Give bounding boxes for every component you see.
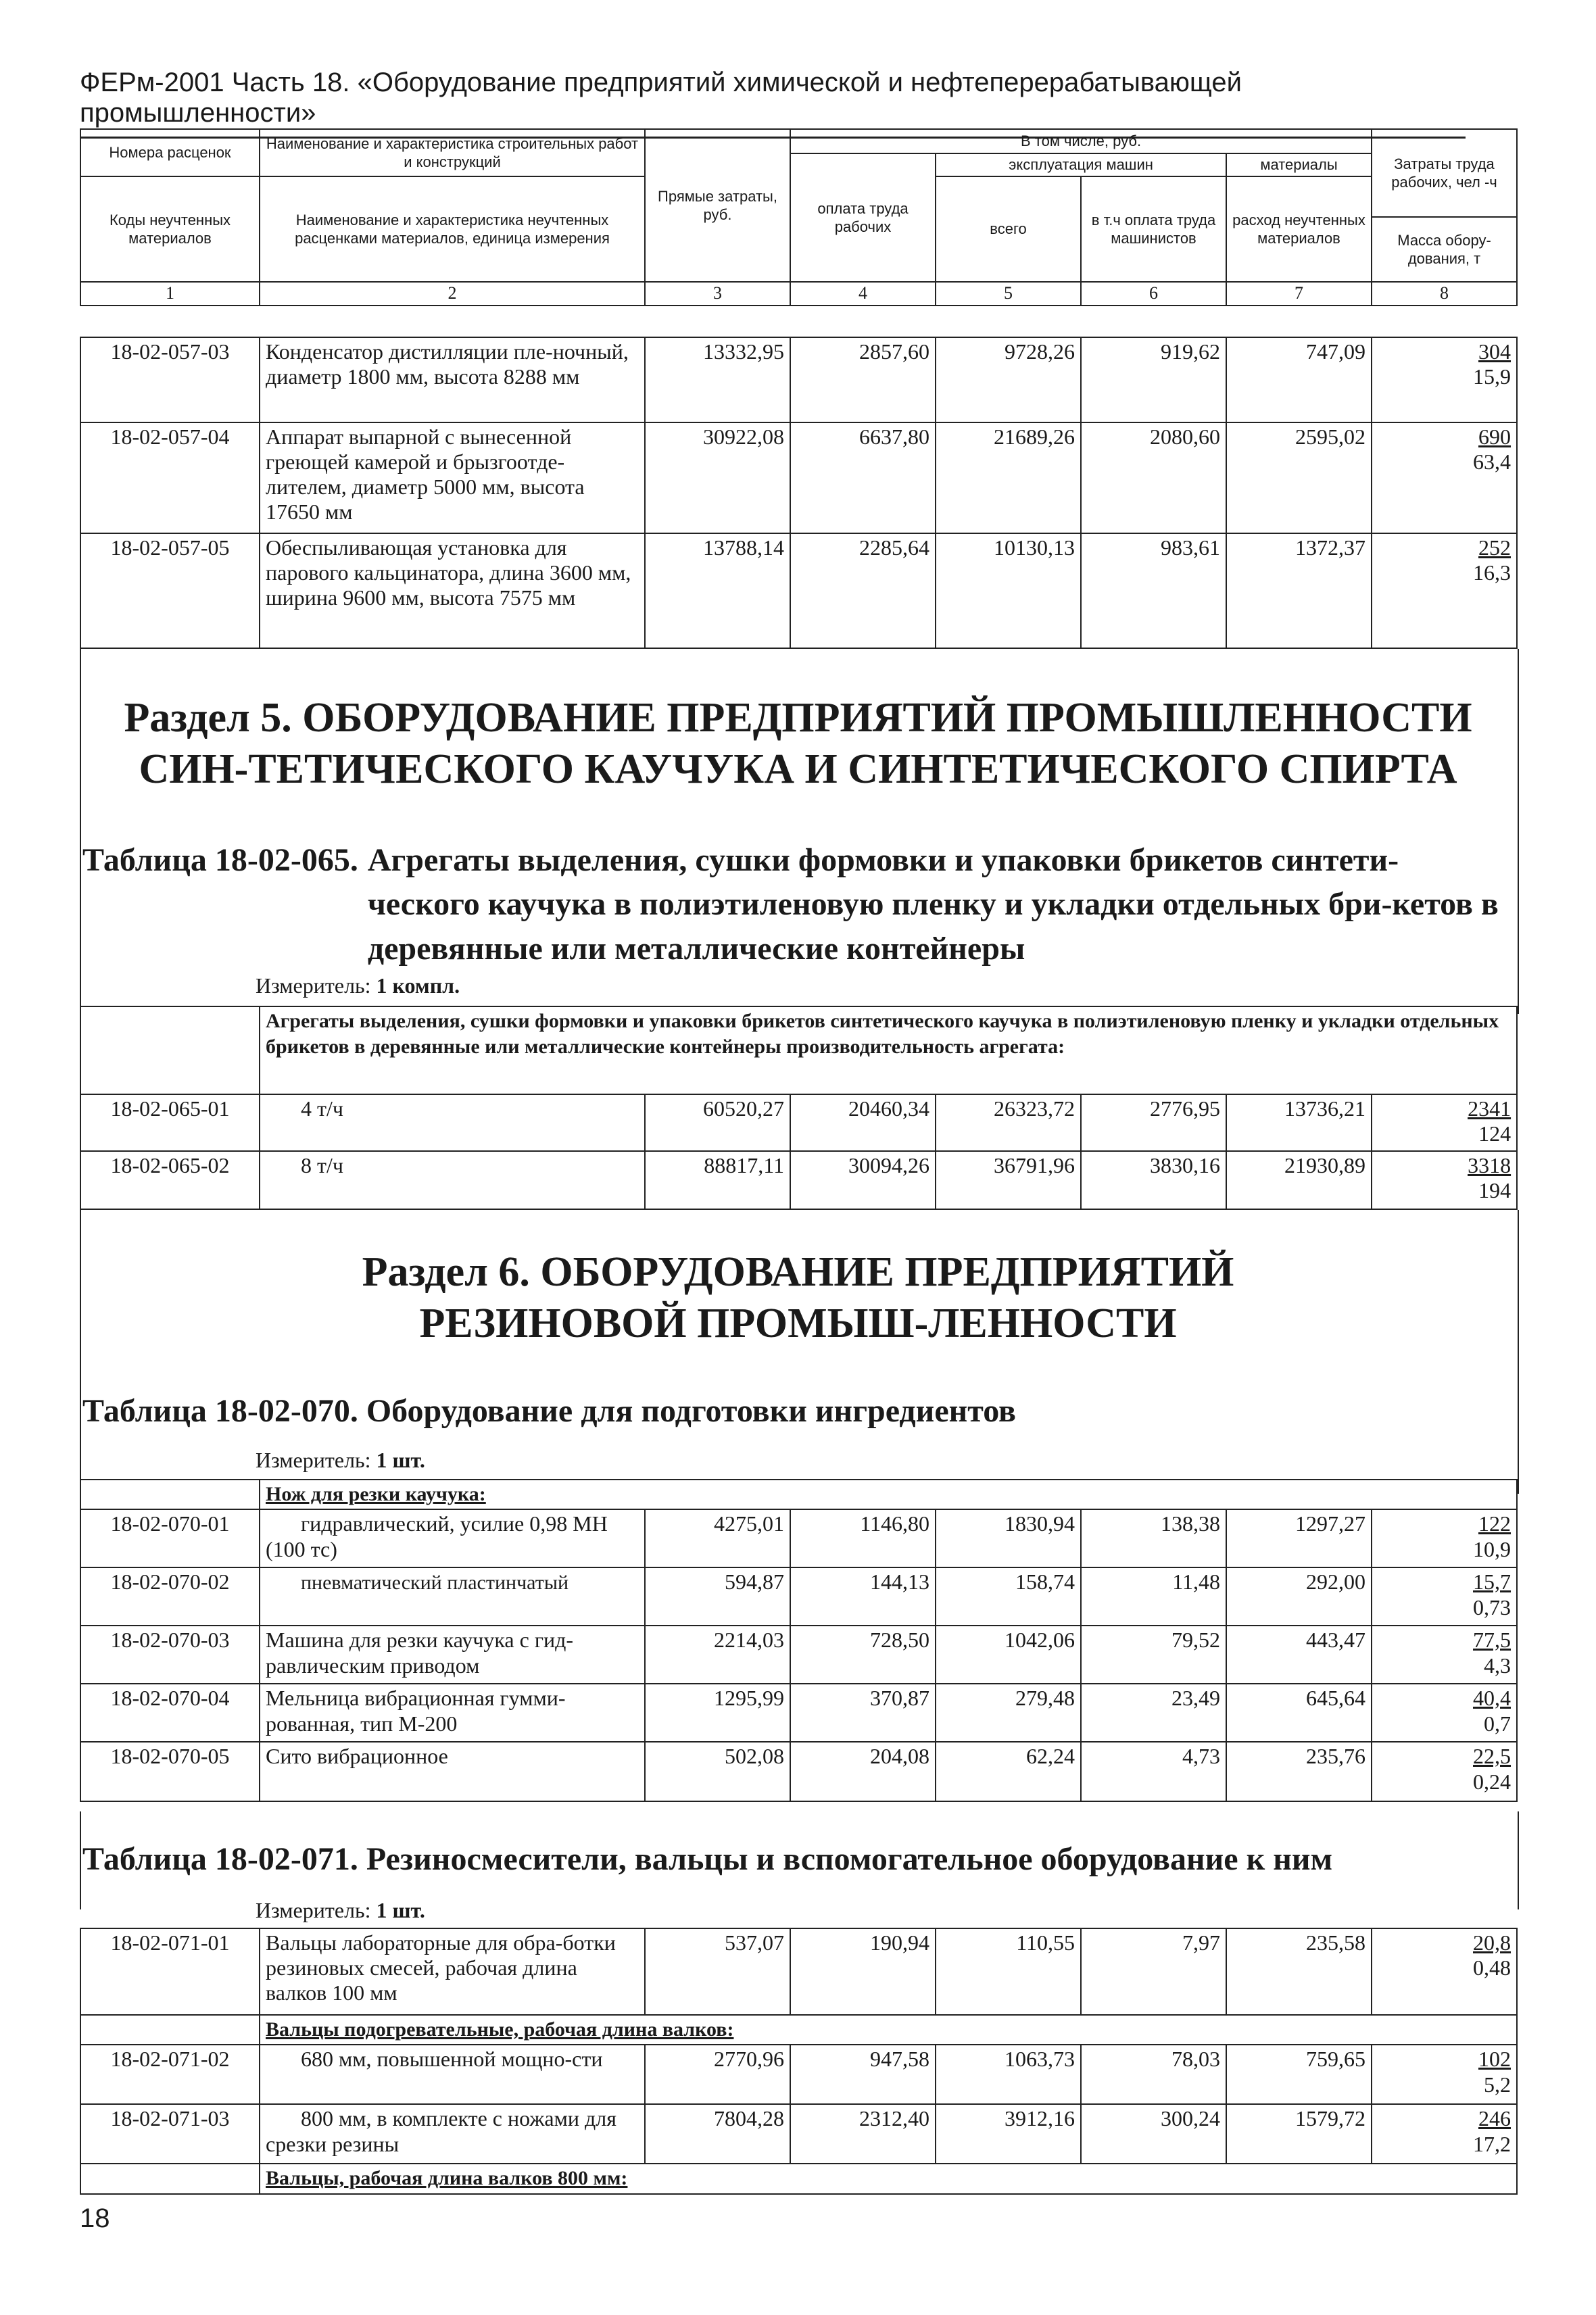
- direct-cost: 1295,99: [645, 1684, 790, 1742]
- machinists-pay: 23,49: [1081, 1684, 1226, 1742]
- machinists-pay: 2776,95: [1081, 1094, 1226, 1151]
- direct-cost: 4275,01: [645, 1509, 790, 1567]
- section-6-title: Раздел 6. ОБОРУДОВАНИЕ ПРЕДПРИЯТИЙ РЕЗИНОВОЙ ПРОМЫШ-ЛЕННОСТИ: [362, 1249, 1234, 1346]
- labor-cell: [1372, 1742, 1517, 1801]
- materials-cost: 759,65: [1226, 2045, 1372, 2104]
- labor-hours: 252: [1478, 535, 1511, 560]
- labor-cell: [1372, 2104, 1517, 2164]
- materials-cost: 292,00: [1226, 1567, 1372, 1626]
- direct-cost: 502,08: [645, 1742, 790, 1801]
- machines-total: 3912,16: [936, 2104, 1081, 2164]
- colnum: 2: [260, 282, 645, 306]
- measure-label: Измеритель:: [256, 973, 371, 998]
- labor-cell: [1372, 1094, 1517, 1151]
- direct-cost: 88817,11: [645, 1151, 790, 1209]
- table-header: [80, 128, 1518, 306]
- labor-hours: 15,7: [1473, 1569, 1511, 1594]
- labor-pay: 2312,40: [790, 2104, 936, 2164]
- direct-cost: 60520,27: [645, 1094, 790, 1151]
- table-row: [80, 1094, 1517, 1151]
- rows-057: [80, 337, 1518, 649]
- equipment-mass: 10,9: [1473, 1536, 1511, 1561]
- colnum: 6: [1081, 282, 1226, 306]
- machines-total: 1063,73: [936, 2045, 1081, 2104]
- direct-cost: 2214,03: [645, 1626, 790, 1684]
- col-materials-group: материалы: [1226, 153, 1372, 176]
- equipment-mass: 15,9: [1473, 364, 1511, 389]
- section-5-title: Раздел 5. ОБОРУДОВАНИЕ ПРЕДПРИЯТИЙ ПРОМЫШЛЕННОСТИ СИН-ТЕТИЧЕСКОГО КАУЧУКА И СИНТЕТИЧЕСКОГО СПИРТА: [124, 695, 1472, 792]
- equipment-mass: 5,2: [1484, 2072, 1511, 2097]
- machinists-pay: 78,03: [1081, 2045, 1226, 2104]
- rate-code: 18-02-070-04: [80, 1684, 260, 1742]
- equipment-mass: 16,3: [1473, 560, 1511, 585]
- labor-pay: 6637,80: [790, 422, 936, 533]
- table-071-label: Таблица 18-02-071.: [82, 1841, 358, 1877]
- group-heading: Вальцы, рабочая длина валков 800 мм:: [260, 2164, 1517, 2193]
- materials-cost: 645,64: [1226, 1684, 1372, 1742]
- table-070-title: Оборудование для подготовки ингредиентов: [366, 1393, 1016, 1429]
- table-row: [80, 1928, 1517, 2015]
- col-codes-bottom: Коды неучтенных материалов: [80, 176, 260, 282]
- rate-name: Вальцы лабораторные для обра-ботки резиновых смесей, рабочая длина валков 100 мм: [260, 1928, 645, 2015]
- labor-hours: 77,5: [1473, 1628, 1511, 1653]
- col-name-top: Наименование и характеристика строительных работ и конструкций: [260, 129, 645, 176]
- labor-pay: 370,87: [790, 1684, 936, 1742]
- col-name-bottom: Наименование и характеристика неучтенных расценками материалов, единица измерения: [260, 176, 645, 282]
- labor-hours: 40,4: [1473, 1686, 1511, 1711]
- rate-code: 18-02-070-02: [80, 1567, 260, 1626]
- labor-hours: 246: [1478, 2106, 1511, 2131]
- rate-name: Машина для резки каучука с гид-равлическим приводом: [260, 1626, 645, 1684]
- table-row: [80, 1742, 1517, 1801]
- machines-total: 10130,13: [936, 533, 1081, 648]
- equipment-mass: 4,3: [1484, 1653, 1511, 1678]
- machines-total: 1042,06: [936, 1626, 1081, 1684]
- group-row: [80, 1006, 1517, 1094]
- rate-name: 680 мм, повышенной мощно-сти: [260, 2045, 645, 2104]
- labor-hours: 102: [1478, 2047, 1511, 2072]
- col-direct: Прямые затраты, руб.: [645, 129, 790, 282]
- materials-cost: 1372,37: [1226, 533, 1372, 648]
- col-total: всего: [936, 176, 1081, 282]
- table-row: [80, 1626, 1517, 1684]
- labor-cell: [1372, 1567, 1517, 1626]
- colnum: 5: [936, 282, 1081, 306]
- labor-cell: [1372, 1509, 1517, 1567]
- rate-name: гидравлический, усилие 0,98 МН (100 тс): [260, 1509, 645, 1567]
- materials-cost: 1297,27: [1226, 1509, 1372, 1567]
- equipment-mass: 124: [1478, 1121, 1512, 1146]
- rate-code: 18-02-057-04: [80, 422, 260, 533]
- table-row: [80, 422, 1517, 533]
- machinists-pay: 2080,60: [1081, 422, 1226, 533]
- labor-cell: [1372, 2045, 1517, 2104]
- colnum: 7: [1226, 282, 1372, 306]
- equipment-mass: 17,2: [1473, 2131, 1511, 2156]
- rate-name: Конденсатор дистилляции пле-ночный, диаметр 1800 мм, высота 8288 мм: [260, 337, 645, 422]
- rate-code: 18-02-070-03: [80, 1626, 260, 1684]
- machines-total: 26323,72: [936, 1094, 1081, 1151]
- table-row: [80, 1567, 1517, 1626]
- colnum: 4: [790, 282, 936, 306]
- colnum: 3: [645, 282, 790, 306]
- col-materials: расход неучтенных материалов: [1226, 176, 1372, 282]
- direct-cost: 13788,14: [645, 533, 790, 648]
- rate-name: Сито вибрационное: [260, 1742, 645, 1801]
- equipment-mass: 194: [1478, 1178, 1512, 1203]
- machines-total: 21689,26: [936, 422, 1081, 533]
- labor-hours: 20,8: [1473, 1930, 1511, 1955]
- machinists-pay: 3830,16: [1081, 1151, 1226, 1209]
- labor-pay: 190,94: [790, 1928, 936, 2015]
- direct-cost: 7804,28: [645, 2104, 790, 2164]
- measure-value: 1 компл.: [376, 973, 460, 998]
- table-070-heading: [82, 1389, 1502, 1433]
- table-row: [80, 337, 1517, 422]
- machines-total: 279,48: [936, 1684, 1081, 1742]
- table-row: [80, 1151, 1517, 1209]
- group-heading: Вальцы подогревательные, рабочая длина валков:: [260, 2015, 1517, 2045]
- rate-code: 18-02-057-03: [80, 337, 260, 422]
- colnum: 8: [1372, 282, 1517, 306]
- materials-cost: 235,76: [1226, 1742, 1372, 1801]
- rows-065: [80, 1006, 1518, 1210]
- equipment-mass: 0,7: [1484, 1711, 1511, 1736]
- table-row: [80, 1509, 1517, 1567]
- rate-name: Мельница вибрационная гумми-рованная, тип М-200: [260, 1684, 645, 1742]
- rate-code: 18-02-071-03: [80, 2104, 260, 2164]
- rate-name: Аппарат выпарной с вынесенной греющей камерой и брызгоотде-лителем, диаметр 5000 мм, высота 17650 мм: [260, 422, 645, 533]
- table-065-heading: [82, 838, 1502, 971]
- materials-cost: 2595,02: [1226, 422, 1372, 533]
- machines-total: 110,55: [936, 1928, 1081, 2015]
- group-row: [80, 1480, 1517, 1509]
- blank-cell: [80, 2015, 260, 2045]
- rate-name: 800 мм, в комплекте с ножами для срезки резины: [260, 2104, 645, 2164]
- labor-cell: [1372, 1151, 1517, 1209]
- labor-pay: 20460,34: [790, 1094, 936, 1151]
- table-row: [80, 2045, 1517, 2104]
- equipment-mass: 0,24: [1473, 1769, 1511, 1794]
- rate-code: 18-02-071-02: [80, 2045, 260, 2104]
- rate-code: 18-02-065-01: [80, 1094, 260, 1151]
- labor-pay: 204,08: [790, 1742, 936, 1801]
- rate-code: 18-02-057-05: [80, 533, 260, 648]
- measure-070: [256, 1448, 425, 1473]
- materials-cost: 21930,89: [1226, 1151, 1372, 1209]
- blank-cell: [80, 2164, 260, 2193]
- rows-071: [80, 1928, 1518, 2195]
- labor-pay: 947,58: [790, 2045, 936, 2104]
- col-incl: В том числе, руб.: [790, 129, 1372, 153]
- equipment-mass: 63,4: [1473, 449, 1511, 474]
- machinists-pay: 4,73: [1081, 1742, 1226, 1801]
- direct-cost: 594,87: [645, 1567, 790, 1626]
- machines-total: 36791,96: [936, 1151, 1081, 1209]
- direct-cost: 30922,08: [645, 422, 790, 533]
- table-row: [80, 1684, 1517, 1742]
- labor-cell: [1372, 422, 1517, 533]
- col-codes-top: Номера расценок: [80, 129, 260, 176]
- blank-cell: [80, 1006, 260, 1094]
- direct-cost: 2770,96: [645, 2045, 790, 2104]
- rate-name: Обеспыливающая установка для парового кальцинатора, длина 3600 мм, ширина 9600 мм, высота 7575 мм: [260, 533, 645, 648]
- labor-hours: 122: [1478, 1511, 1511, 1536]
- machines-total: 62,24: [936, 1742, 1081, 1801]
- measure-label: Измеритель:: [256, 1448, 371, 1472]
- materials-cost: 443,47: [1226, 1626, 1372, 1684]
- col-machines: эксплуатация машин: [936, 153, 1226, 176]
- col-labor-top: Затраты труда рабочих, чел -ч: [1372, 129, 1517, 217]
- materials-cost: 747,09: [1226, 337, 1372, 422]
- table-070-label: Таблица 18-02-070.: [82, 1393, 358, 1429]
- group-row: [80, 2164, 1517, 2193]
- measure-value: 1 шт.: [376, 1898, 425, 1922]
- labor-hours: 2341: [1468, 1096, 1512, 1121]
- labor-pay: 30094,26: [790, 1151, 936, 1209]
- labor-pay: 2285,64: [790, 533, 936, 648]
- running-header: ФЕРм-2001 Часть 18. «Оборудование предприятий химической и нефтеперерабатывающей промышленности»: [80, 68, 1466, 139]
- measure-065: [256, 973, 460, 998]
- table-065-label: Таблица 18-02-065.: [82, 842, 358, 878]
- direct-cost: 537,07: [645, 1928, 790, 2015]
- table-065-title: Агрегаты выделения, сушки формовки и упаковки брикетов синтети-ческого каучука в полиэтиленовую пленку и укладки отдельных бри-кетов в деревянные или металлические контейнеры: [367, 842, 1499, 967]
- table-row: [80, 533, 1517, 648]
- machines-total: 9728,26: [936, 337, 1081, 422]
- machinists-pay: 11,48: [1081, 1567, 1226, 1626]
- rate-code: 18-02-070-01: [80, 1509, 260, 1567]
- machinists-pay: 79,52: [1081, 1626, 1226, 1684]
- rate-name: пневматический пластинчатый: [260, 1567, 645, 1626]
- col-mass: Масса обору-дования, т: [1372, 217, 1517, 282]
- labor-cell: [1372, 1626, 1517, 1684]
- blank-cell: [80, 1480, 260, 1509]
- machinists-pay: 138,38: [1081, 1509, 1226, 1567]
- page-number: 18: [80, 2203, 110, 2233]
- rate-code: 18-02-065-02: [80, 1151, 260, 1209]
- group-heading: Нож для резки каучука:: [260, 1480, 1517, 1509]
- machines-total: 1830,94: [936, 1509, 1081, 1567]
- labor-hours: 304: [1478, 339, 1511, 364]
- machinists-pay: 300,24: [1081, 2104, 1226, 2164]
- rate-name: 8 т/ч: [260, 1151, 645, 1209]
- labor-cell: [1372, 533, 1517, 648]
- labor-pay: 2857,60: [790, 337, 936, 422]
- labor-cell: [1372, 1684, 1517, 1742]
- machines-total: 158,74: [936, 1567, 1081, 1626]
- materials-cost: 13736,21: [1226, 1094, 1372, 1151]
- measure-value: 1 шт.: [376, 1448, 425, 1472]
- rate-name: 4 т/ч: [260, 1094, 645, 1151]
- table-row: [80, 2104, 1517, 2164]
- materials-cost: 235,58: [1226, 1928, 1372, 2015]
- equipment-mass: 0,48: [1473, 1955, 1511, 1980]
- col-machinists: в т.ч оплата труда машинистов: [1081, 176, 1226, 282]
- col-labor-pay: оплата труда рабочих: [790, 153, 936, 282]
- labor-pay: 1146,80: [790, 1509, 936, 1567]
- rate-code: 18-02-070-05: [80, 1742, 260, 1801]
- equipment-mass: 0,73: [1473, 1594, 1511, 1619]
- labor-hours: 690: [1478, 424, 1511, 449]
- machinists-pay: 7,97: [1081, 1928, 1226, 2015]
- materials-cost: 1579,72: [1226, 2104, 1372, 2164]
- group-row: [80, 2015, 1517, 2045]
- labor-hours: 22,5: [1473, 1744, 1511, 1769]
- table-071-heading: [82, 1837, 1502, 1881]
- machinists-pay: 983,61: [1081, 533, 1226, 648]
- group-heading: Агрегаты выделения, сушки формовки и упаковки брикетов синтетического каучука в полиэтиленовую пленку и укладки отдельных брикетов в деревянные или металлические контейнеры производительность агрегата:: [260, 1006, 1517, 1094]
- labor-pay: 728,50: [790, 1626, 936, 1684]
- labor-cell: [1372, 337, 1517, 422]
- measure-label: Измеритель:: [256, 1898, 371, 1922]
- rows-070: [80, 1479, 1518, 1802]
- machinists-pay: 919,62: [1081, 337, 1226, 422]
- table-071-title: Резиносмесители, вальцы и вспомогательное оборудование к ним: [366, 1841, 1333, 1877]
- direct-cost: 13332,95: [645, 337, 790, 422]
- rate-code: 18-02-071-01: [80, 1928, 260, 2015]
- labor-hours: 3318: [1468, 1153, 1512, 1177]
- labor-cell: [1372, 1928, 1517, 2015]
- labor-pay: 144,13: [790, 1567, 936, 1626]
- measure-071: [256, 1898, 425, 1923]
- colnum: 1: [80, 282, 260, 306]
